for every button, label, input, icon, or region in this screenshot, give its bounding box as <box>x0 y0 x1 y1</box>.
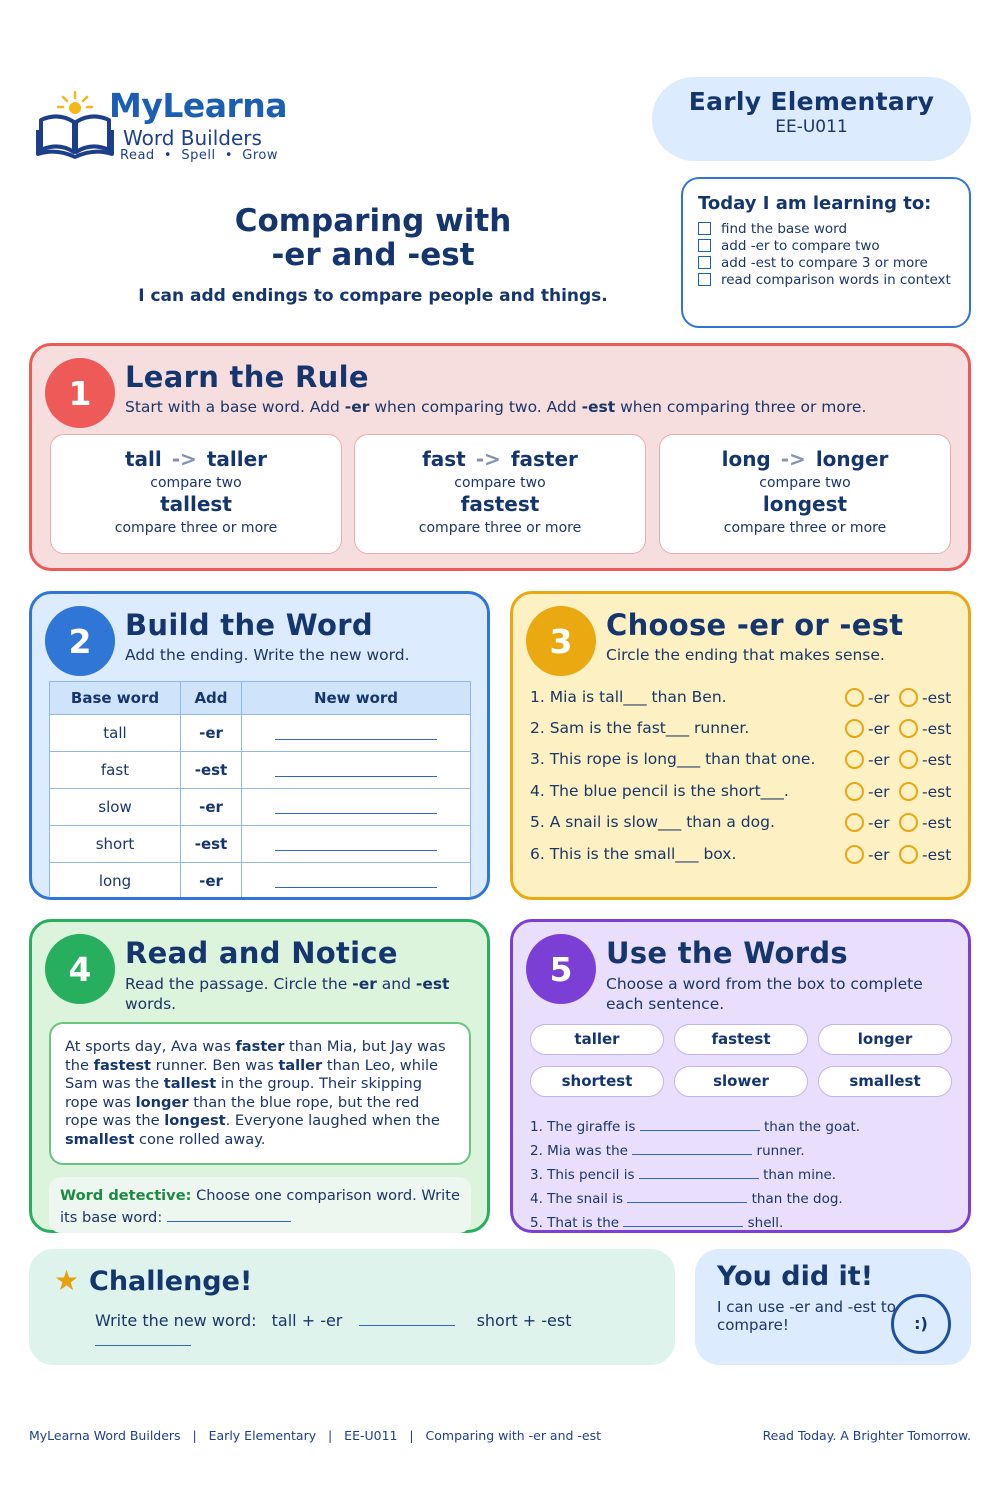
section-subtitle: Start with a base word. Add -er when comparing two. Add -est when comparing three or more. <box>125 398 867 416</box>
challenge-item: short + -est <box>476 1311 572 1330</box>
celebration-title: You did it! <box>717 1261 874 1292</box>
sentence-row: 4. The snail is than the dog. <box>530 1188 843 1207</box>
section-use-the-words <box>510 919 971 1233</box>
checkbox-icon[interactable] <box>698 256 711 269</box>
section-build-the-word <box>29 591 490 900</box>
passage-text: than Leo, while Sam was the <box>65 1056 439 1093</box>
checkbox-icon[interactable] <box>698 222 711 235</box>
answer-line[interactable] <box>359 1311 455 1326</box>
base-word-cell: short <box>50 826 181 863</box>
section-subtitle: Add the ending. Write the new word. <box>125 646 410 664</box>
section-number-badge: 3 <box>526 606 596 676</box>
ending-cell: -est <box>181 826 242 863</box>
answer-line[interactable] <box>632 1140 752 1155</box>
celebration-text: I can use -er and -est to compare! <box>717 1298 896 1334</box>
answer-cell <box>242 715 471 752</box>
table-row <box>50 752 471 789</box>
rule-card <box>354 434 646 554</box>
objectives-box <box>681 177 971 328</box>
word-bank-chip[interactable]: smallest <box>818 1066 952 1097</box>
word-bank-chip[interactable]: longer <box>818 1024 952 1055</box>
base-word-cell: slow <box>50 789 181 826</box>
section-number-badge: 4 <box>45 934 115 1004</box>
section-subtitle: Read the passage. Circle the -er and -est words. <box>125 975 450 1013</box>
superlative-word: fastest <box>460 492 540 516</box>
base-word-cell: long <box>50 863 181 900</box>
circle-icon <box>845 750 864 769</box>
rule-card <box>50 434 342 554</box>
circle-icon <box>845 845 864 864</box>
column-header: Base word <box>50 682 181 715</box>
section-title: Use the Words <box>606 936 848 970</box>
question-row <box>530 845 955 865</box>
superlative-label: compare three or more <box>114 520 278 536</box>
footer-info: MyLearna Word Builders | Early Elementary | EE-U011 | Comparing with -er and -est <box>29 1428 602 1443</box>
ending-cell: -est <box>181 752 242 789</box>
answer-line[interactable] <box>275 833 437 851</box>
column-header: Add <box>181 682 242 715</box>
objective-item <box>698 237 969 254</box>
table-row <box>50 789 471 826</box>
question-row <box>530 688 955 708</box>
ending-cell: -er <box>181 789 242 826</box>
word-pair: long -> longer <box>721 447 889 471</box>
circle-icon <box>845 719 864 738</box>
question-text: 6. This is the small___ box. <box>530 845 737 863</box>
option-er[interactable]: -er <box>845 750 890 769</box>
level-title: Early Elementary <box>688 87 935 116</box>
section-subtitle: Circle the ending that makes sense. <box>606 646 885 664</box>
option-est[interactable]: -est <box>899 813 951 832</box>
word-detective-text: Choose one comparison word. Write its base word: <box>60 1187 460 1226</box>
question-row <box>530 719 955 739</box>
table-row <box>50 715 471 752</box>
answer-line[interactable] <box>639 1164 759 1179</box>
word-detective-box <box>49 1177 471 1233</box>
base-word-cell: fast <box>50 752 181 789</box>
challenge-item: tall + -er <box>271 1311 343 1330</box>
brand-tagline: Read • Spell • Grow <box>120 148 279 163</box>
page-title-block <box>130 204 616 306</box>
answer-cell <box>242 789 471 826</box>
rule-card <box>659 434 951 554</box>
section-title: Learn the Rule <box>125 360 369 394</box>
option-est[interactable]: -est <box>899 719 951 738</box>
passage-text: . Everyone laughed when the <box>225 1112 440 1130</box>
question-text: 4. The blue pencil is the short___. <box>530 782 789 800</box>
comparison-word[interactable]: faster <box>235 1038 285 1055</box>
option-est[interactable]: -est <box>899 750 951 769</box>
passage-text: than Mia, but Jay was the <box>65 1038 446 1074</box>
word-bank-chip[interactable]: slower <box>674 1066 808 1097</box>
word-bank-chip[interactable]: taller <box>530 1024 664 1055</box>
passage-text: in the group. Their skipping rope was <box>65 1075 423 1111</box>
circle-icon <box>899 719 918 738</box>
option-er[interactable]: -er <box>845 719 890 738</box>
sentence-row: 5. That is the shell. <box>530 1212 783 1231</box>
circle-icon <box>899 782 918 801</box>
comparison-word[interactable]: fastest <box>93 1056 152 1074</box>
answer-cell <box>242 826 471 863</box>
answer-cell <box>242 863 471 900</box>
section-read-and-notice <box>29 919 490 1233</box>
build-word-table <box>49 681 471 900</box>
comparative-label: compare two <box>454 475 546 491</box>
level-badge <box>652 77 971 161</box>
section-title: Read and Notice <box>125 936 398 970</box>
comparison-word[interactable]: longest <box>164 1112 226 1130</box>
section-number-badge: 2 <box>45 606 115 676</box>
checkbox-icon[interactable] <box>698 273 711 286</box>
answer-line[interactable] <box>275 870 437 888</box>
option-est[interactable]: -est <box>899 845 951 864</box>
word-pair: fast -> faster <box>422 447 578 471</box>
word-bank-chip[interactable]: fastest <box>674 1024 808 1055</box>
word-pair: tall -> taller <box>124 447 268 471</box>
circle-icon <box>899 845 918 864</box>
column-header: New word <box>242 682 471 715</box>
objective-text: read comparison words in context <box>721 271 951 288</box>
ending-cell: -er <box>181 715 242 752</box>
circle-icon <box>845 782 864 801</box>
title-line-2: -er and -est <box>271 237 475 273</box>
passage-text: cone rolled away. <box>134 1130 266 1148</box>
superlative-label: compare three or more <box>418 520 582 536</box>
word-bank-chip[interactable]: shortest <box>530 1066 664 1097</box>
question-text: 5. A snail is slow___ than a dog. <box>530 813 775 831</box>
question-row <box>530 750 955 770</box>
footer-slogan: Read Today. A Brighter Tomorrow. <box>762 1428 971 1443</box>
question-text: 1. Mia is tall___ than Ben. <box>530 688 727 706</box>
option-est[interactable]: -est <box>899 688 951 707</box>
checkbox-icon[interactable] <box>698 239 711 252</box>
answer-line[interactable] <box>275 759 437 777</box>
challenge-box <box>29 1249 675 1365</box>
circle-icon <box>899 813 918 832</box>
brand-logo <box>36 86 296 172</box>
learning-goal: I can add endings to compare people and things. <box>138 286 608 306</box>
section-choose-ending <box>510 591 971 900</box>
section-number-badge: 5 <box>526 934 596 1004</box>
question-text: 3. This rope is long___ than that one. <box>530 750 816 768</box>
section-title: Build the Word <box>125 608 373 642</box>
objective-text: add -er to compare two <box>721 237 880 254</box>
challenge-title: Challenge! <box>89 1266 253 1297</box>
comparison-word[interactable]: taller <box>278 1056 323 1074</box>
option-est[interactable]: -est <box>899 782 951 801</box>
superlative-word: longest <box>762 492 848 516</box>
passage-text: than the blue rope, but the red rope was the <box>65 1093 420 1130</box>
section-subtitle: Choose a word from the box to complete each sentence. <box>606 975 923 1013</box>
answer-cell <box>242 752 471 789</box>
sentence-row: 1. The giraffe is than the goat. <box>530 1116 860 1135</box>
superlative-word: tallest <box>160 492 232 516</box>
passage-text: At sports day, Ava was <box>65 1038 236 1055</box>
option-er[interactable]: -er <box>845 845 890 864</box>
superlative-label: compare three or more <box>723 520 887 536</box>
comparison-word[interactable]: smallest <box>65 1130 135 1148</box>
objectives-heading: Today I am learning to: <box>698 193 932 214</box>
objective-item <box>698 254 969 271</box>
comparative-label: compare two <box>759 475 851 491</box>
title-line-1: Comparing with <box>234 203 512 239</box>
circle-icon <box>899 750 918 769</box>
answer-line[interactable] <box>275 796 437 814</box>
comparison-word[interactable]: longer <box>135 1093 189 1111</box>
answer-line[interactable] <box>627 1188 747 1203</box>
sentence-row: 2. Mia was the runner. <box>530 1140 805 1159</box>
section-learn-the-rule <box>29 343 971 571</box>
question-row <box>530 782 955 802</box>
answer-line[interactable] <box>275 722 437 740</box>
page-title <box>130 204 616 272</box>
brand-subtitle: Word Builders <box>123 126 262 150</box>
sentence-row: 3. This pencil is than mine. <box>530 1164 836 1183</box>
objective-text: find the base word <box>721 220 848 237</box>
celebration-box <box>695 1249 971 1365</box>
table-row <box>50 826 471 863</box>
comparison-word[interactable]: tallest <box>163 1075 217 1093</box>
section-title: Choose -er or -est <box>606 608 904 642</box>
circle-icon <box>845 813 864 832</box>
brand-name: MyLearna <box>109 86 288 125</box>
option-er[interactable]: -er <box>845 813 890 832</box>
level-code: EE-U011 <box>775 117 848 137</box>
circle-icon <box>845 688 864 707</box>
answer-line[interactable] <box>640 1116 760 1131</box>
answer-line[interactable] <box>623 1212 743 1227</box>
section-number-badge: 1 <box>45 358 115 428</box>
challenge-prompt: Write the new word: tall + -er short + -est <box>95 1311 572 1330</box>
ending-cell: -er <box>181 863 242 900</box>
objective-item <box>698 271 969 288</box>
table-header-row <box>50 682 471 715</box>
table-row <box>50 863 471 900</box>
question-row <box>530 813 955 833</box>
answer-line[interactable] <box>95 1331 191 1346</box>
answer-line[interactable] <box>167 1207 291 1222</box>
star-icon: ★ <box>54 1264 80 1297</box>
reading-passage <box>49 1022 471 1165</box>
question-text: 2. Sam is the fast___ runner. <box>530 719 750 737</box>
option-er[interactable]: -er <box>845 688 890 707</box>
base-word-cell: tall <box>50 715 181 752</box>
objective-item <box>698 220 969 237</box>
objective-text: add -est to compare 3 or more <box>721 254 928 271</box>
comparative-label: compare two <box>150 475 242 491</box>
option-er[interactable]: -er <box>845 782 890 801</box>
open-book-icon <box>36 90 114 160</box>
smiley-face-icon: :) <box>891 1294 951 1354</box>
word-detective-label: Word detective: <box>60 1187 192 1204</box>
circle-icon <box>899 688 918 707</box>
passage-text: runner. Ben was <box>151 1056 279 1074</box>
